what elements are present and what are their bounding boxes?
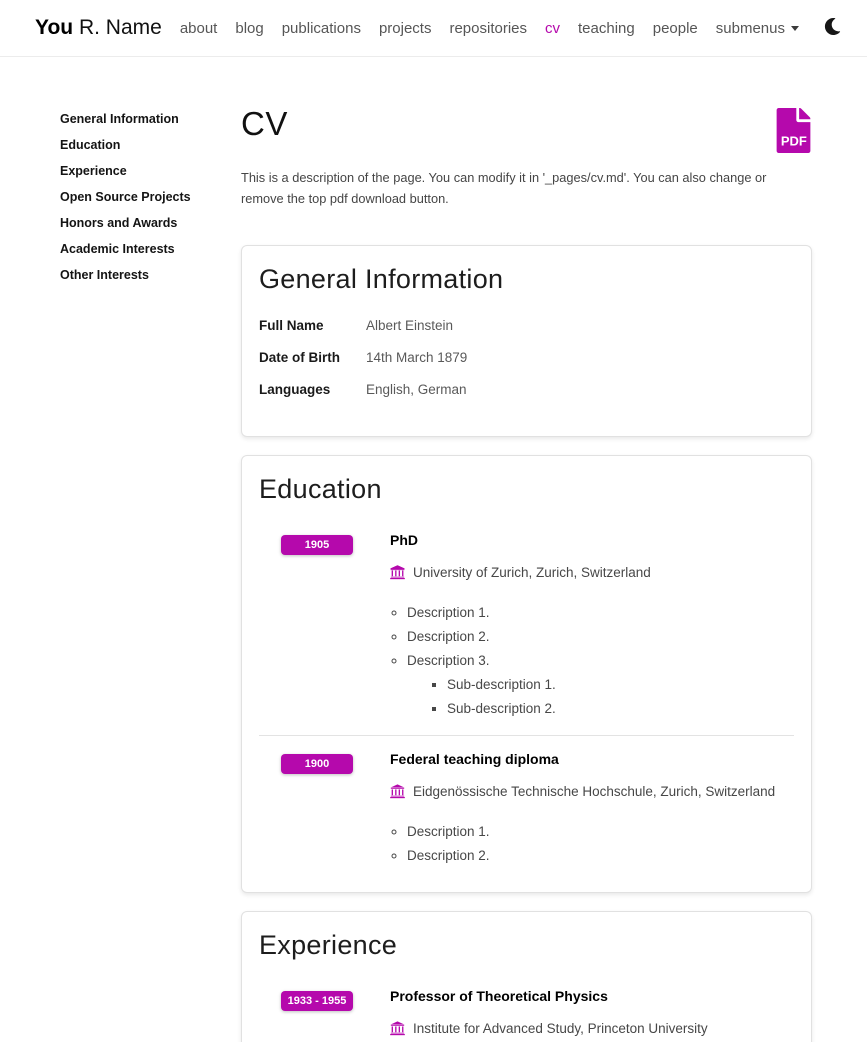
info-row-date-of-birth bbox=[259, 348, 794, 368]
nav-link-publications[interactable]: publications bbox=[281, 19, 361, 37]
info-label: Date of Birth bbox=[259, 350, 340, 365]
timeline-entry-federal-teaching-diploma bbox=[259, 751, 794, 868]
timeline-entry-phd bbox=[259, 532, 794, 721]
entry-subdescription-list bbox=[407, 673, 790, 721]
dark-mode-toggle[interactable] bbox=[822, 16, 843, 40]
description-item: ◦ Description 2. bbox=[407, 625, 790, 649]
entry-institution bbox=[390, 561, 790, 585]
section-title-general-information: General Information bbox=[259, 264, 504, 294]
nav-link-cv[interactable]: cv bbox=[545, 19, 561, 37]
card-experience bbox=[241, 911, 812, 1042]
moon-icon bbox=[824, 18, 841, 38]
sidebar-item-honors-and-awards[interactable]: Honors and Awards bbox=[60, 216, 178, 230]
subdescription-item: ▪ Sub-description 2. bbox=[447, 697, 790, 721]
description-item-text: Description 3. bbox=[407, 653, 490, 668]
entry-description-list bbox=[390, 601, 790, 721]
nav-link-teaching[interactable]: teaching bbox=[578, 19, 635, 37]
section-title-education: Education bbox=[259, 474, 382, 504]
sidebar-item-open-source-projects[interactable]: Open Source Projects bbox=[60, 190, 191, 204]
page-title: CV bbox=[241, 105, 288, 142]
file-pdf-icon bbox=[775, 108, 812, 153]
info-row-full-name bbox=[259, 316, 794, 336]
info-row-languages bbox=[259, 380, 794, 400]
info-value: 14th March 1879 bbox=[366, 350, 468, 365]
page-description: This is a description of the page. You can modify it in '_pages/cv.md'. You can also change or remove the top pdf download button. bbox=[241, 170, 767, 206]
year-badge: 1900 bbox=[281, 754, 353, 774]
entry-year-column bbox=[259, 532, 390, 721]
sidebar-item-other-interests[interactable]: Other Interests bbox=[60, 268, 149, 282]
year-badge: 1905 bbox=[281, 535, 353, 555]
nav-links bbox=[171, 16, 843, 40]
section-title-experience: Experience bbox=[259, 930, 398, 960]
subdescription-item: ▪ Sub-description 1. bbox=[447, 673, 790, 697]
nav-link-about[interactable]: about bbox=[179, 19, 218, 37]
page-layout bbox=[0, 57, 867, 1042]
entry-institution bbox=[390, 1017, 790, 1041]
entry-description-list bbox=[390, 820, 790, 868]
main-content bbox=[241, 57, 812, 1042]
university-icon bbox=[390, 1017, 406, 1041]
nav-link-blog[interactable]: blog bbox=[235, 19, 264, 37]
card-general-information bbox=[241, 245, 812, 437]
entry-title: Professor of Theoretical Physics bbox=[390, 988, 608, 1004]
brand-last-name: R. Name bbox=[78, 16, 162, 39]
navbar bbox=[0, 0, 867, 57]
description-item: ◦ Description 1. bbox=[407, 601, 790, 625]
entry-details bbox=[390, 751, 794, 868]
description-item bbox=[407, 649, 790, 721]
nav-link-people[interactable]: people bbox=[652, 19, 698, 37]
entry-divider bbox=[259, 735, 794, 736]
info-value: Albert Einstein bbox=[366, 318, 454, 333]
caret-down-icon bbox=[791, 26, 799, 31]
entry-details bbox=[390, 988, 794, 1041]
institution-text: University of Zurich, Zurich, Switzerland bbox=[413, 565, 651, 580]
nav-dropdown-label: submenus bbox=[715, 19, 785, 37]
entry-institution bbox=[390, 780, 790, 804]
card-education bbox=[241, 455, 812, 893]
sidebar-item-experience[interactable]: Experience bbox=[60, 164, 127, 178]
entry-title: Federal teaching diploma bbox=[390, 751, 559, 767]
site-brand[interactable] bbox=[35, 16, 162, 40]
page-header bbox=[241, 104, 812, 153]
info-label: Languages bbox=[259, 382, 331, 397]
cv-section-sidebar bbox=[60, 112, 230, 294]
entry-year-column bbox=[259, 751, 390, 868]
nav-dropdown-submenus[interactable] bbox=[707, 20, 808, 37]
info-label: Full Name bbox=[259, 318, 324, 333]
description-item: ◦ Description 2. bbox=[407, 844, 790, 868]
entry-title: PhD bbox=[390, 532, 418, 548]
nav-link-repositories[interactable]: repositories bbox=[449, 19, 528, 37]
pdf-download-button[interactable] bbox=[775, 108, 812, 153]
institution-text: Eidgenössische Technische Hochschule, Zurich, Switzerland bbox=[413, 784, 776, 799]
entry-year-column bbox=[259, 988, 390, 1041]
university-icon bbox=[390, 780, 406, 804]
sidebar-item-general-information[interactable]: General Information bbox=[60, 112, 179, 126]
entry-details bbox=[390, 532, 794, 721]
institution-text: Institute for Advanced Study, Princeton University bbox=[413, 1021, 708, 1036]
timeline-entry-professor bbox=[259, 988, 794, 1041]
info-value: English, German bbox=[366, 382, 467, 397]
description-item: ◦ Description 1. bbox=[407, 820, 790, 844]
university-icon bbox=[390, 561, 406, 585]
year-badge: 1933 - 1955 bbox=[281, 991, 353, 1011]
sidebar-item-academic-interests[interactable]: Academic Interests bbox=[60, 242, 175, 256]
nav-link-projects[interactable]: projects bbox=[378, 19, 432, 37]
brand-first-name: You bbox=[35, 16, 74, 39]
svg-text:PDF: PDF bbox=[780, 133, 807, 149]
sidebar-item-education[interactable]: Education bbox=[60, 138, 121, 152]
